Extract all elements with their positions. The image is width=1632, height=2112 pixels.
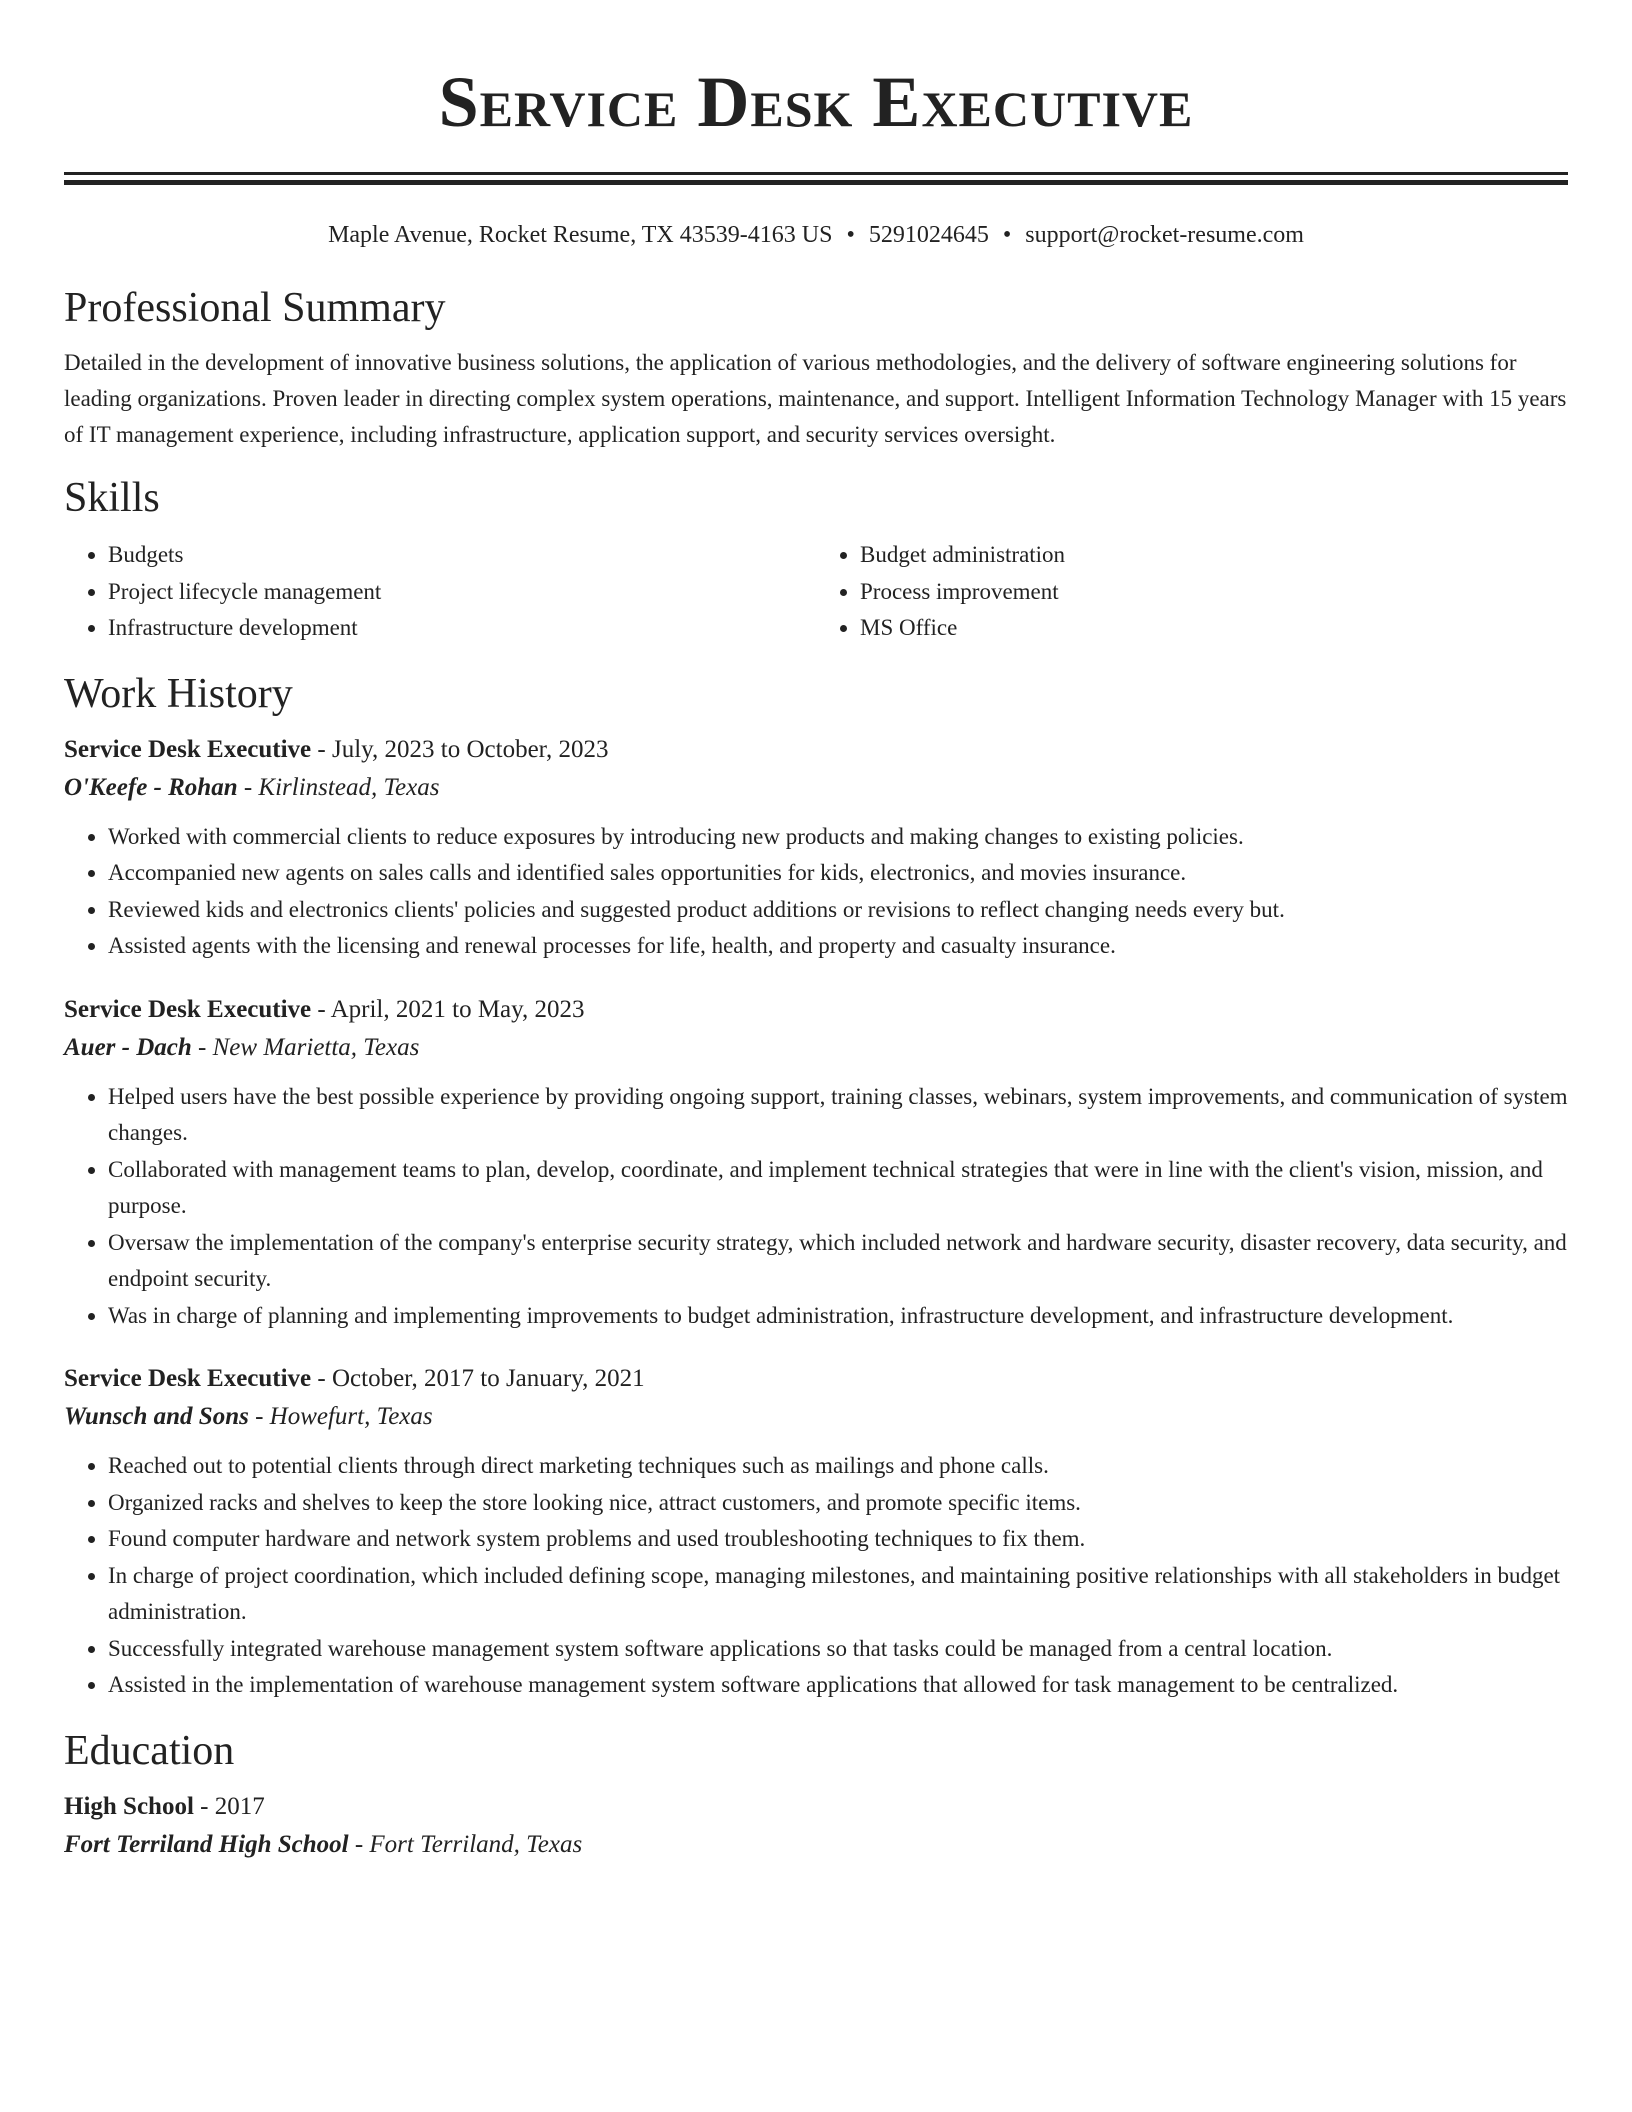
- skills-column-left: [64, 537, 816, 647]
- skill-item: • Infrastructure development: [108, 610, 816, 647]
- job-location: - New Marietta, Texas: [191, 1033, 420, 1061]
- education-degree: High School: [64, 1792, 194, 1820]
- education-year: - 2017: [193, 1792, 265, 1820]
- work-history-heading: Work History: [64, 670, 293, 717]
- job-dates: - April, 2021 to May, 2023: [311, 995, 585, 1023]
- job-title: Service Desk Executive: [64, 995, 312, 1023]
- title-divider-thick: [64, 180, 1568, 185]
- summary-text: Detailed in the development of innovative business solutions, the application of various methodologies, and the delivery of software engineering solutions for leading organizations. Proven leader in directing complex system operations, maintenance, and support. Intelligent Information Technology Manager with 15 years of IT management experience, including infrastructure, application support, and security services oversight.: [64, 350, 1567, 447]
- skill-item: • MS Office: [860, 610, 1568, 647]
- summary-heading: Professional Summary: [64, 285, 446, 331]
- job-company: O'Keefe - Rohan: [64, 773, 238, 801]
- job-company: Wunsch and Sons: [64, 1403, 249, 1430]
- job-bullet: • Oversaw the implementation of the company's enterprise security strategy, which included network and hardware security, disaster recovery, data security, and endpoint security.: [108, 1225, 1568, 1298]
- job-bullet: • In charge of project coordination, which included defining scope, managing milestones, and maintaining positive relationships with all stakeholders in budget administration.: [108, 1558, 1568, 1631]
- skills-heading: Skills: [64, 475, 160, 521]
- job-dates: - July, 2023 to October, 2023: [311, 735, 609, 763]
- contact-address: Maple Avenue, Rocket Resume, TX 43539-4163 US: [328, 222, 833, 248]
- job-bullet: • Worked with commercial clients to reduce exposures by introducing new products and making changes to existing policies.: [108, 819, 1568, 856]
- job-company-line: [64, 1031, 1568, 1065]
- skill-item: • Project lifecycle management: [108, 574, 816, 611]
- job-bullet: • Found computer hardware and network system problems and used troubleshooting techniques to fix them.: [108, 1521, 1568, 1558]
- contact-separator: •: [846, 222, 855, 248]
- education-school-line: [64, 1828, 1568, 1862]
- skills-list: [64, 537, 1568, 647]
- skill-item: • Budgets: [108, 537, 816, 574]
- job-bullet: • Helped users have the best possible experience by providing ongoing support, training classes, webinars, system improvements, and communication of system changes.: [108, 1079, 1568, 1152]
- education-degree-line: [64, 1790, 1568, 1824]
- job-title-line: [64, 993, 1568, 1027]
- job-title: Service Desk Executive: [64, 735, 312, 763]
- contact-separator: •: [1002, 222, 1012, 248]
- title-divider-thin: [64, 172, 1568, 175]
- contact-email: support@rocket-resume.com: [1025, 222, 1304, 248]
- job-location: - Howefurt, Texas: [248, 1403, 433, 1430]
- education-school: Fort Terriland High School: [64, 1830, 349, 1858]
- job-company: Auer - Dach: [64, 1033, 192, 1061]
- education-heading: Education: [64, 1727, 235, 1774]
- skill-item: • Budget administration: [860, 537, 1568, 574]
- contact-phone: 5291024645: [868, 222, 989, 248]
- job-title-line: [64, 1362, 1568, 1396]
- job-bullet: • Accompanied new agents on sales calls and identified sales opportunities for kids, electronics, and movies insurance.: [108, 855, 1568, 892]
- education-location: - Fort Terriland, Texas: [348, 1830, 583, 1858]
- job-bullet: • Was in charge of planning and implementing improvements to budget administration, infrastructure development, and infrastructure development.: [108, 1298, 1568, 1335]
- job-bullet: • Successfully integrated warehouse management system software applications so that tasks could be managed from a central location.: [108, 1631, 1568, 1668]
- job-bullet: • Assisted agents with the licensing and renewal processes for life, health, and property and casualty insurance.: [108, 928, 1568, 965]
- job-title: Service Desk Executive: [64, 1365, 312, 1392]
- skills-column-right: [816, 537, 1568, 647]
- job-bullet: • Reached out to potential clients through direct marketing techniques such as mailings and phone calls.: [108, 1448, 1568, 1485]
- job-company-line: [64, 1400, 1568, 1434]
- contact-line: [64, 219, 1568, 251]
- job-bullet: • Collaborated with management teams to plan, develop, coordinate, and implement technical strategies that were in line with the client's vision, mission, and purpose.: [108, 1152, 1568, 1225]
- job-entry: [64, 993, 1568, 1335]
- job-location: - Kirlinstead, Texas: [237, 773, 440, 801]
- job-bullets: [64, 1448, 1568, 1704]
- skill-item: • Process improvement: [860, 574, 1568, 611]
- job-entry: [64, 1362, 1568, 1704]
- job-bullet: • Assisted in the implementation of warehouse management system software applications that allowed for task management to be centralized.: [108, 1667, 1568, 1704]
- resume-title: Service Desk Executive: [438, 62, 1194, 142]
- job-bullets: [64, 1079, 1568, 1335]
- job-title-line: [64, 733, 1568, 767]
- job-dates: - October, 2017 to January, 2021: [311, 1365, 645, 1392]
- education-entry: [64, 1790, 1568, 1862]
- job-entry: [64, 733, 1568, 965]
- job-company-line: [64, 771, 1568, 805]
- job-bullet: • Organized racks and shelves to keep the store looking nice, attract customers, and promote specific items.: [108, 1485, 1568, 1522]
- job-bullets: [64, 819, 1568, 965]
- job-bullet: • Reviewed kids and electronics clients' policies and suggested product additions or revisions to reflect changing needs every but.: [108, 892, 1568, 929]
